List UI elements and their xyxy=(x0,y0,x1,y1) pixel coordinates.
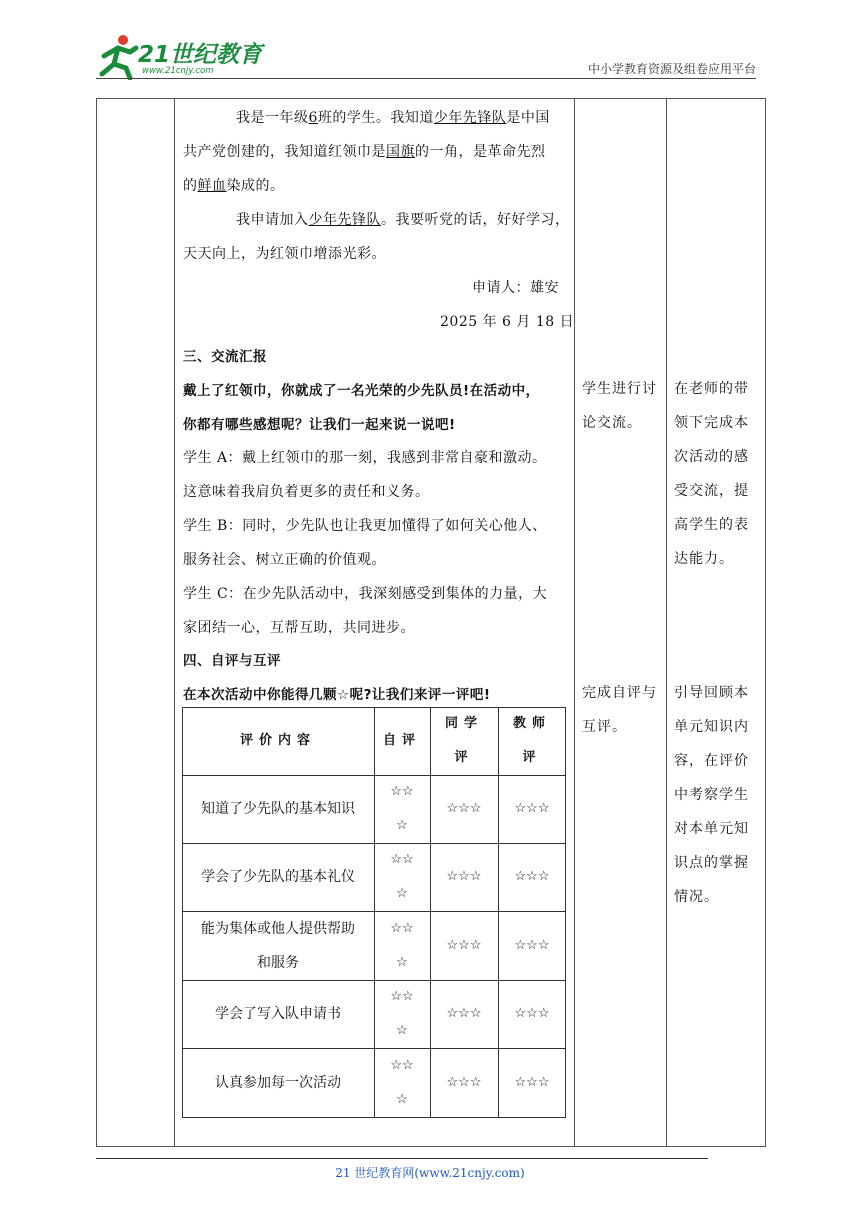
table-row-item: 学会了写入队申请书 xyxy=(215,1006,341,1022)
table-row-item: 知道了少先队的基本知识 xyxy=(201,801,355,817)
letter-line-2: 共产党创建的，我知道红领巾是国旗的一角，是革命先烈 xyxy=(183,144,546,160)
header-peer: 同学 评 xyxy=(444,716,483,765)
header-teacher: 教师 评 xyxy=(512,716,551,765)
section4-question: 在本次活动中你能得几颗☆呢?让我们来评一评吧! xyxy=(183,687,491,703)
section3-teacher-intent: 在老师的带 领下完成本 次活动的感 受交流，提 高学生的表 达能力。 xyxy=(674,381,749,567)
header-self: 自评 xyxy=(382,733,421,748)
peer-stars: ☆☆☆ xyxy=(446,801,482,816)
section3-question-2: 你都有哪些感想呢？让我们一起来说一说吧! xyxy=(183,417,456,433)
teacher-stars: ☆☆☆ xyxy=(514,801,550,816)
letter-signer: 申请人：雄安 xyxy=(472,280,559,296)
student-b-line-1: 学生 B：同时，少先队也让我更加懂得了如何关心他人、 xyxy=(183,518,547,534)
teacher-stars: ☆☆☆ xyxy=(514,869,550,884)
student-c-line-2: 家团结一心，互帮互助，共同进步。 xyxy=(183,620,415,636)
platform-name: 中小学教育资源及组卷应用平台 xyxy=(587,62,756,76)
letter-line-1: 我是一年级6班的学生。我知道少年先锋队是中国 xyxy=(236,110,550,126)
site-logo xyxy=(96,34,266,80)
self-stars: ☆☆ ☆ xyxy=(390,784,414,833)
peer-stars: ☆☆☆ xyxy=(446,937,482,953)
section4-student-activity: 完成自评与 互评。 xyxy=(582,685,657,735)
column-divider-1 xyxy=(174,98,175,1147)
table-row-item: 认真参加每一次活动 xyxy=(215,1074,341,1091)
logo-url: www.21cnjy.com xyxy=(142,66,214,76)
self-stars: ☆☆ ☆ xyxy=(390,852,414,901)
peer-stars: ☆☆☆ xyxy=(446,1006,482,1021)
page-header xyxy=(0,0,860,84)
teacher-stars: ☆☆☆ xyxy=(514,937,550,953)
section3-question-1: 戴上了红领巾，你就成了一名光荣的少先队员!在活动中， xyxy=(183,383,540,399)
teacher-stars: ☆☆☆ xyxy=(514,1074,550,1090)
student-a-line-1: 学生 A：戴上红领巾的那一刻，我感到非常自豪和激动。 xyxy=(183,450,547,466)
letter-line-3: 的鲜血染成的。 xyxy=(183,178,285,194)
section3-title: 三、交流汇报 xyxy=(183,349,267,365)
student-b-line-2: 服务社会、树立正确的价值观。 xyxy=(183,552,386,568)
section4-title: 四、自评与互评 xyxy=(183,653,281,669)
student-c-line-1: 学生 C：在少先队活动中，我深刻感受到集体的力量，大 xyxy=(183,586,548,602)
column-divider-2 xyxy=(574,98,575,1147)
letter-line-4: 我申请加入少年先锋队。我要听党的话，好好学习， xyxy=(236,212,570,228)
logo-text: 21世纪教育 xyxy=(138,42,263,68)
column-divider-3 xyxy=(666,98,667,1147)
letter-date: 2025 年 6 月 18 日 xyxy=(440,314,575,330)
peer-stars: ☆☆☆ xyxy=(446,1074,482,1090)
footer-text: 21 世纪教育网(www.21cnjy.com) xyxy=(335,1166,525,1180)
student-a-line-2: 这意味着我肩负着更多的责任和义务。 xyxy=(183,484,430,500)
footer-divider xyxy=(96,1158,708,1159)
header-content: 评价内容 xyxy=(239,733,316,748)
peer-stars: ☆☆☆ xyxy=(446,869,482,884)
self-stars: ☆☆ ☆ xyxy=(390,989,414,1038)
self-stars: ☆☆ ☆ xyxy=(390,1057,414,1107)
runner-icon xyxy=(96,34,140,80)
section4-teacher-intent: 引导回顾本 单元知识内 容，在评价 中考察学生 对本单元知 识点的掌握 情况。 xyxy=(674,685,749,905)
self-stars: ☆☆ ☆ xyxy=(390,920,414,970)
section3-student-activity: 学生进行讨 论交流。 xyxy=(582,381,657,431)
table-right-border xyxy=(765,98,766,1147)
table-left-border xyxy=(96,98,97,1147)
header-divider xyxy=(96,78,756,79)
table-row-item: 能为集体或他人提供帮助 和服务 xyxy=(201,920,355,971)
table-row-item: 学会了少先队的基本礼仪 xyxy=(201,869,355,885)
evaluation-table xyxy=(182,707,566,1118)
teacher-stars: ☆☆☆ xyxy=(514,1006,550,1021)
letter-line-5: 天天向上，为红领巾增添光彩。 xyxy=(183,246,386,262)
